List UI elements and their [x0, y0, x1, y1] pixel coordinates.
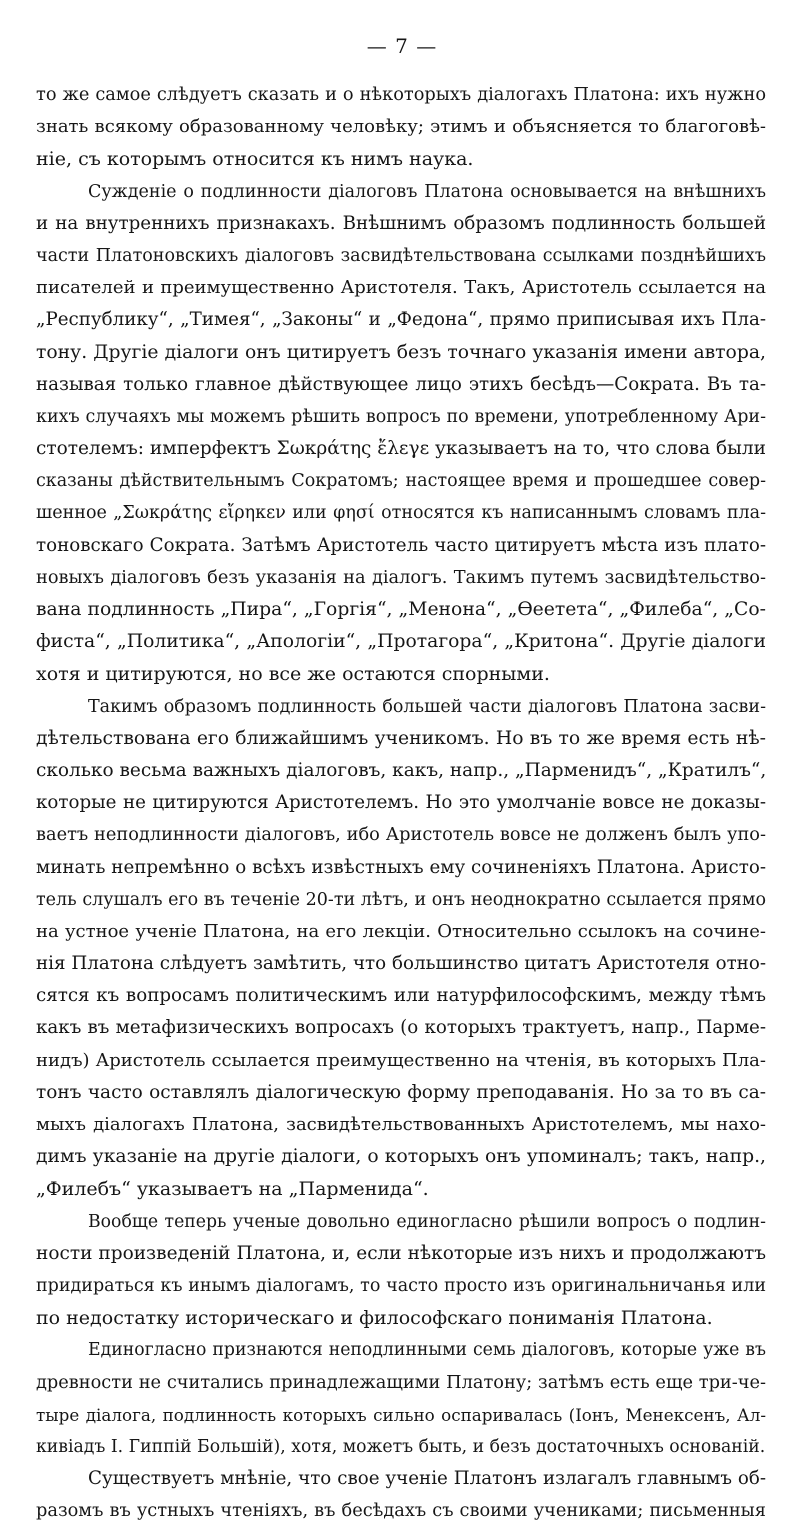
- text-line: сятся къ вопросамъ политическимъ или натурфилософскимъ, между тѣмъ: [36, 985, 766, 1007]
- text-line: тыре діалога, подлинность которыхъ сильно оспаривалась (Іонъ, Менексенъ, Ал-: [36, 1404, 766, 1425]
- text-line: Такимъ образомъ подлинность большей части діалоговъ Платона засви-: [88, 696, 766, 717]
- text-line: знать всякому образованному человѣку; этимъ и объясняется то благоговѣ-: [36, 116, 766, 138]
- text-line: фиста“, „Политика“, „Апологіи“, „Протагора“, „Критона“. Другіе діалоги: [36, 631, 766, 653]
- text-line: которые не цитируются Аристотелемъ. Но это умолчаніе вовсе не доказы-: [36, 792, 766, 814]
- text-line: шенное „Σωκράτης εἴρηκεν или φησί относятся къ написаннымъ словамъ пла-: [36, 503, 766, 524]
- text-line: древности не считались принадлежащими Платону; затѣмъ есть еще три-че-: [36, 1372, 766, 1393]
- text-line: тоновскаго Сократа. Затѣмъ Аристотель часто цитируетъ мѣста изъ плато-: [36, 534, 766, 556]
- text-line: то же самое слѣдуетъ сказать и о нѣкоторыхъ діалогахъ Платона: ихъ нужно: [36, 85, 766, 105]
- text-line: придираться къ инымъ діалогамъ, то часто просто изъ оригинальничанья или: [36, 1275, 766, 1296]
- text-line: вана подлинность „Пира“, „Горгія“, „Менона“, „Өеетета“, „Филеба“, „Со-: [36, 599, 766, 620]
- text-line: называя только главное дѣйствующее лицо этихъ бесѣдъ—Сократа. Въ та-: [36, 373, 766, 395]
- text-line: ніе, съ которымъ относится къ нимъ наука.: [36, 148, 474, 171]
- text-line: ности произведеній Платона, и, если нѣкоторые изъ нихъ и продолжаютъ: [36, 1242, 766, 1264]
- text-line: кихъ случаяхъ мы можемъ рѣшить вопросъ по времени, употребленному Ари-: [36, 406, 766, 427]
- text-line: стотелемъ: имперфектъ Σωκράτης ἔλεγε указываетъ на то, что слова были: [36, 438, 766, 460]
- text-line: хотя и цитируются, но все же остаются спорными.: [36, 663, 550, 686]
- text-line: по недостатку историческаго и философскаго пониманія Платона.: [36, 1307, 713, 1330]
- text-line: на устное ученіе Платона, на его лекціи. Относительно ссылокъ на сочине-: [36, 920, 766, 942]
- text-line: сколько весьма важныхъ діалоговъ, какъ, напр., „Парменидъ“, „Кратилъ“,: [36, 759, 766, 781]
- text-line: тону. Другіе діалоги онъ цитируетъ безъ точнаго указанія имени автора,: [36, 341, 766, 363]
- text-line: Вообще теперь ученые довольно единогласно рѣшили вопросъ о подлин-: [88, 1211, 766, 1232]
- body-text: [36, 79, 766, 1527]
- text-line: минать непремѣнно о всѣхъ извѣстныхъ ему сочиненіяхъ Платона. Аристо-: [36, 856, 766, 878]
- text-line: мыхъ діалогахъ Платона, засвидѣтельствованныхъ Аристотелемъ, мы нахо-: [36, 1114, 766, 1135]
- text-line: какъ въ метафизическихъ вопросахъ (о которыхъ трактуетъ, напр., Парме-: [36, 1017, 766, 1039]
- text-line: Сужденіе о подлинности діалоговъ Платона основывается на внѣшнихъ: [88, 181, 766, 202]
- text-line: „Филебъ“ указываетъ на „Парменида“.: [36, 1178, 429, 1201]
- text-line: сказаны дѣйствительнымъ Сократомъ; настоящее время и прошедшее совер-: [36, 471, 766, 492]
- text-line: „Республику“, „Тимея“, „Законы“ и „Федона“, прямо приписывая ихъ Пла-: [36, 309, 766, 331]
- text-line: и на внутреннихъ признакахъ. Внѣшнимъ образомъ подлинность большей: [36, 212, 766, 234]
- text-line: тель слушалъ его въ теченіе 20-ти лѣтъ, и онъ неоднократно ссылается прямо: [36, 889, 766, 910]
- text-line: новыхъ діалоговъ безъ указанія на діалогъ. Такимъ путемъ засвидѣтельство-: [36, 567, 766, 588]
- page-number: — 7 —: [366, 34, 438, 58]
- text-line: ваетъ неподлинности діалоговъ, ибо Аристотель вовсе не долженъ былъ упо-: [36, 825, 766, 846]
- text-line: писателей и преимущественно Аристотеля. Такъ, Аристотель ссылается на: [36, 277, 766, 299]
- text-line: разомъ въ устныхъ чтеніяхъ, въ бесѣдахъ съ своими учениками; письменныя: [36, 1501, 766, 1522]
- text-line: нидъ) Аристотель ссылается преимущественно на чтенія, въ которыхъ Пла-: [36, 1049, 766, 1071]
- text-line: Единогласно признаются неподлинными семь діалоговъ, которые уже въ: [88, 1340, 766, 1361]
- text-line: Существуетъ мнѣніе, что свое ученіе Платонъ излагалъ главнымъ об-: [88, 1468, 766, 1490]
- text-line: димъ указаніе на другіе діалоги, о которыхъ онъ упоминалъ; такъ, напр.,: [36, 1146, 766, 1168]
- text-line: кивіадъ I. Гиппій Большій), хотя, можетъ быть, и безъ достаточныхъ основаній.: [36, 1436, 766, 1457]
- text-line: тонъ часто оставлялъ діалогическую форму преподаванія. Но за то въ са-: [36, 1081, 766, 1103]
- text-line: дѣтельствована его ближайшимъ ученикомъ. Но въ то же время есть нѣ-: [36, 727, 766, 749]
- text-line: части Платоновскихъ діалоговъ засвидѣтельствована ссылками позднѣйшихъ: [36, 245, 766, 266]
- text-line: нія Платона слѣдуетъ замѣтить, что большинство цитатъ Аристотеля отно-: [36, 953, 766, 975]
